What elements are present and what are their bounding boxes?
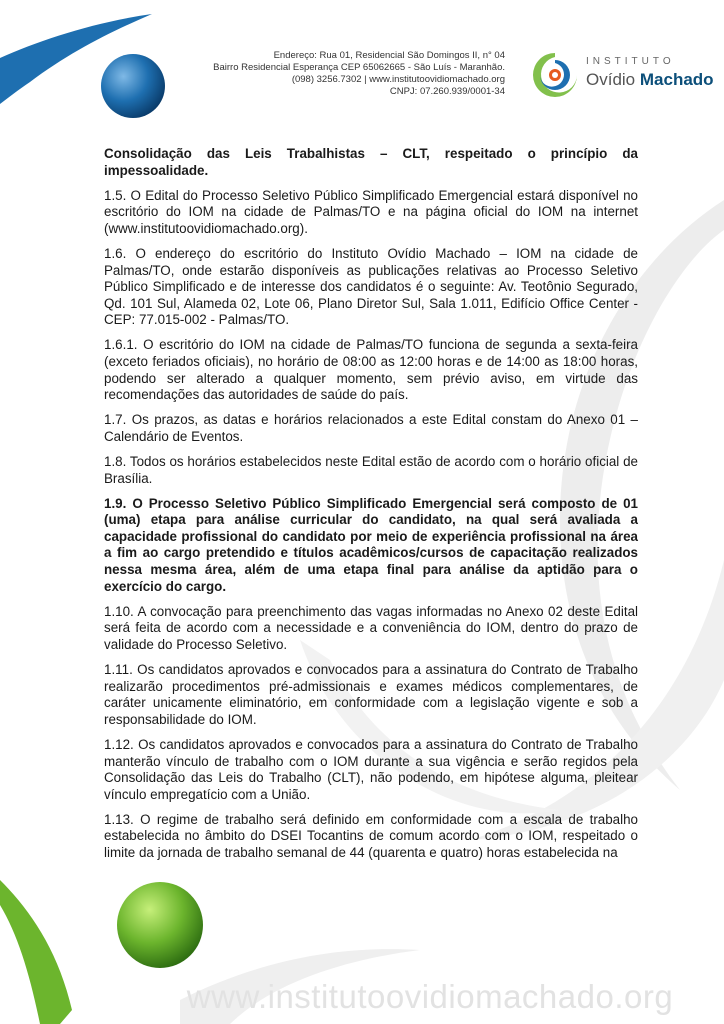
address-line: CNPJ: 07.260.939/0001-34: [389, 86, 505, 97]
address-line: Endereço: Rua 01, Residencial São Domingos II, n° 04: [273, 50, 505, 61]
address-line: (098) 3256.7302 | www.institutoovidiomachado.org: [291, 74, 505, 85]
document-body: [104, 146, 638, 870]
paragraph-1-12: 1.12. Os candidatos aprovados e convocados para a assinatura do Contrato de Trabalho manterão vínculo de trabalho com o IOM durante a sua vigência e serão regidos pela Consolidação das Leis do Trabalho (CLT), não podendo, em hipótese alguma, pleitear vínculo empregatício com a União.: [104, 736, 638, 802]
green-swirl-arc: [0, 880, 72, 1024]
paragraph-1-11: 1.11. Os candidatos aprovados e convocados para a assinatura do Contrato de Trabalho realizarão procedimentos pré-admissionais e exames médicos complementares, de caráter unicamente eliminatório, em conformidade com a legislação vigente e sob a responsabilidade do IOM.: [104, 662, 638, 727]
paragraph-clt-continuation: Consolidação das Leis Trabalhistas – CLT, respeitado o princípio da impessoalidade.: [104, 146, 638, 178]
logo-text-machado: Machado: [639, 70, 714, 89]
logo-text-ovidio: Ovídio: [586, 70, 636, 89]
green-sphere: [117, 882, 203, 968]
paragraph-1-6: 1.6. O endereço do escritório do Instituto Ovídio Machado – IOM na cidade de Palmas/TO, onde estarão disponíveis as publicações relativas ao Processo Seletivo Público Simplificado e de interesse dos candidatos é o seguinte: Av. Teotônio Segurado, Qd. 101 Sul, Alameda 02, Lote 06, Plano Diretor Sul, Sala 1.011, Edifício Office Center - CEP: 77.015-002 - Palmas/TO.: [104, 245, 638, 328]
institute-logo: [530, 50, 720, 100]
paragraph-1-9: 1.9. O Processo Seletivo Público Simplificado Emergencial será composto de 01 (uma) etapa para análise curricular do candidato, na qual será avaliada a capacidade profissional do candidato por meio de experiência profissional na área a fim ao cargo pretendido e títulos acadêmicos/cursos de capacitação realizados nessa mesma área, além de uma etapa final para análise da aptidão para o exercício do cargo.: [104, 495, 638, 594]
logo-text-instituto: INSTITUTO: [586, 56, 675, 67]
paragraph-1-5: 1.5. O Edital do Processo Seletivo Público Simplificado Emergencial estará disponível no escritório do IOM na cidade de Palmas/TO e na página oficial do IOM na internet (www.institutoovidiomachado.org).: [104, 187, 638, 236]
paragraph-1-6-1: 1.6.1. O escritório do IOM na cidade de Palmas/TO funciona de segunda a sexta-feira (exceto feriados oficiais), no horário de 08:00 as 12:00 horas e de 14:00 as 18:00 horas, podendo ser alterado a qualquer momento, sem prévio aviso, em virtude das recomendações das autoridades de saúde do país.: [104, 337, 638, 403]
paragraph-1-7: 1.7. Os prazos, as datas e horários relacionados a este Edital constam do Anexo 01 – Calendário de Eventos.: [104, 412, 638, 444]
paragraph-1-10: 1.10. A convocação para preenchimento das vagas informadas no Anexo 02 deste Edital será feita de acordo com a necessidade e a conveniência do IOM, dentro do prazo de validade do Processo Seletivo.: [104, 603, 638, 652]
header-address: [200, 50, 505, 98]
paragraph-1-8: 1.8. Todos os horários estabelecidos neste Edital estão de acordo com o horário oficial de Brasília.: [104, 454, 638, 486]
logo-text-name: [586, 70, 714, 90]
footer-website-url: www.institutoovidiomachado.org: [186, 978, 674, 1015]
swirl-logo-icon: [530, 50, 580, 100]
address-line: Bairro Residencial Esperança CEP 65062665 - São Luís - Maranhão.: [213, 62, 505, 73]
paragraph-1-13: 1.13. O regime de trabalho será definido em conformidade com a escala de trabalho estabelecida no âmbito do DSEI Tocantins de comum acordo com o IOM, respeitado o limite da jornada de trabalho semanal de 44 (quarenta e quatro) horas estabelecida na: [104, 811, 638, 860]
blue-sphere: [101, 54, 165, 118]
